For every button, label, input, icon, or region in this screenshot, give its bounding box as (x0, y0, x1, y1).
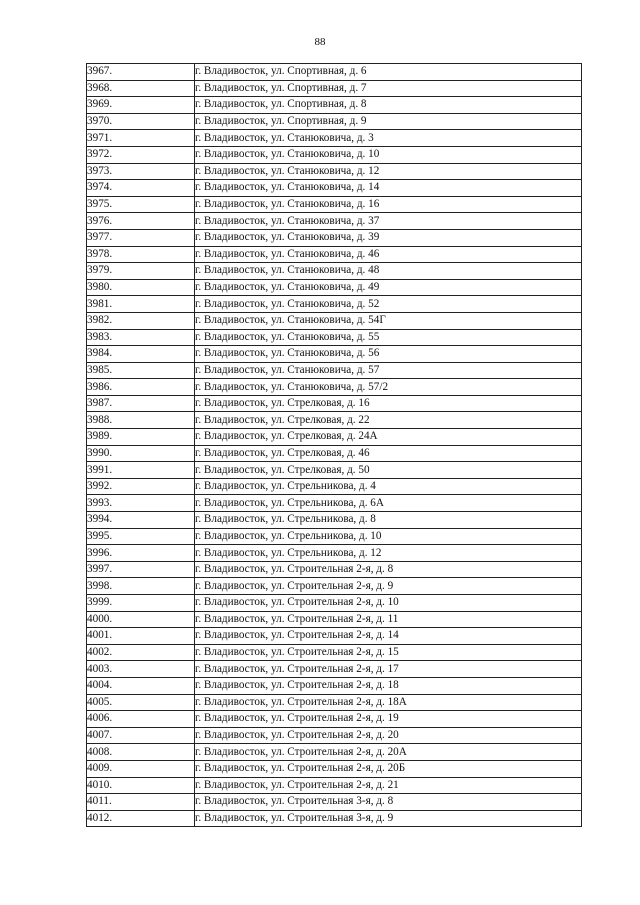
row-number: 3986. (87, 379, 195, 396)
row-address: г. Владивосток, ул. Станюковича, д. 46 (195, 246, 582, 263)
row-number: 4002. (87, 644, 195, 661)
table-row (87, 97, 582, 114)
row-number: 3981. (87, 296, 195, 313)
row-address: г. Владивосток, ул. Строительная 3-я, д. 9 (195, 810, 582, 827)
table-row (87, 312, 582, 329)
table-row (87, 711, 582, 728)
row-address: г. Владивосток, ул. Стрелковая, д. 24А (195, 429, 582, 446)
page-number: 88 (314, 36, 326, 48)
table-row (87, 146, 582, 163)
row-address: г. Владивосток, ул. Строительная 3-я, д. 8 (195, 794, 582, 811)
table-row (87, 180, 582, 197)
table-row (87, 229, 582, 246)
row-address: г. Владивосток, ул. Стрельникова, д. 10 (195, 528, 582, 545)
row-number: 3972. (87, 146, 195, 163)
row-address: г. Владивосток, ул. Станюковича, д. 55 (195, 329, 582, 346)
row-address: г. Владивосток, ул. Станюковича, д. 12 (195, 163, 582, 180)
row-number: 3988. (87, 412, 195, 429)
row-address: г. Владивосток, ул. Станюковича, д. 57/2 (195, 379, 582, 396)
row-number: 3990. (87, 445, 195, 462)
row-address: г. Владивосток, ул. Стрельникова, д. 4 (195, 478, 582, 495)
row-address: г. Владивосток, ул. Стрелковая, д. 46 (195, 445, 582, 462)
row-number: 3971. (87, 130, 195, 147)
row-address: г. Владивосток, ул. Станюковича, д. 57 (195, 362, 582, 379)
row-number: 3998. (87, 578, 195, 595)
row-number: 3968. (87, 80, 195, 97)
table-row (87, 677, 582, 694)
row-address: г. Владивосток, ул. Станюковича, д. 48 (195, 263, 582, 280)
row-number: 3995. (87, 528, 195, 545)
row-address: г. Владивосток, ул. Стрельникова, д. 8 (195, 512, 582, 529)
row-number: 3969. (87, 97, 195, 114)
table-row (87, 329, 582, 346)
row-number: 4003. (87, 661, 195, 678)
table-row (87, 113, 582, 130)
table-row (87, 80, 582, 97)
table-row (87, 528, 582, 545)
row-number: 3978. (87, 246, 195, 263)
row-address: г. Владивосток, ул. Строительная 2-я, д. 15 (195, 644, 582, 661)
row-number: 3979. (87, 263, 195, 280)
row-address: г. Владивосток, ул. Строительная 2-я, д. 14 (195, 628, 582, 645)
table-row (87, 561, 582, 578)
row-address: г. Владивосток, ул. Спортивная, д. 8 (195, 97, 582, 114)
table-row (87, 794, 582, 811)
row-address: г. Владивосток, ул. Строительная 2-я, д. 9 (195, 578, 582, 595)
row-address: г. Владивосток, ул. Стрелковая, д. 22 (195, 412, 582, 429)
row-number: 3994. (87, 512, 195, 529)
row-number: 4012. (87, 810, 195, 827)
table-row (87, 727, 582, 744)
table-row (87, 810, 582, 827)
row-number: 3987. (87, 395, 195, 412)
row-address: г. Владивосток, ул. Станюковича, д. 54Г (195, 312, 582, 329)
row-number: 4000. (87, 611, 195, 628)
row-address: г. Владивосток, ул. Строительная 2-я, д. 20 (195, 727, 582, 744)
row-address: г. Владивосток, ул. Строительная 2-я, д. 11 (195, 611, 582, 628)
row-number: 4006. (87, 711, 195, 728)
row-number: 3975. (87, 196, 195, 213)
row-address: г. Владивосток, ул. Станюковича, д. 10 (195, 146, 582, 163)
table-row (87, 64, 582, 81)
table-row (87, 495, 582, 512)
row-number: 3974. (87, 180, 195, 197)
table-row (87, 578, 582, 595)
row-number: 3967. (87, 64, 195, 81)
row-address: г. Владивосток, ул. Строительная 2-я, д. 18А (195, 694, 582, 711)
row-number: 3983. (87, 329, 195, 346)
table-row (87, 445, 582, 462)
row-address: г. Владивосток, ул. Станюковича, д. 16 (195, 196, 582, 213)
row-number: 3982. (87, 312, 195, 329)
row-number: 3997. (87, 561, 195, 578)
table-row (87, 545, 582, 562)
row-number: 4004. (87, 677, 195, 694)
row-address: г. Владивосток, ул. Стрельникова, д. 6А (195, 495, 582, 512)
row-address: г. Владивосток, ул. Спортивная, д. 9 (195, 113, 582, 130)
table-row (87, 777, 582, 794)
row-number: 3985. (87, 362, 195, 379)
row-address: г. Владивосток, ул. Станюковича, д. 14 (195, 180, 582, 197)
row-address: г. Владивосток, ул. Спортивная, д. 6 (195, 64, 582, 81)
table-row (87, 644, 582, 661)
row-number: 4011. (87, 794, 195, 811)
row-number: 4005. (87, 694, 195, 711)
table-row (87, 429, 582, 446)
row-address: г. Владивосток, ул. Станюковича, д. 3 (195, 130, 582, 147)
table-row (87, 296, 582, 313)
row-number: 3992. (87, 478, 195, 495)
table-row (87, 462, 582, 479)
row-address: г. Владивосток, ул. Строительная 2-я, д. 20Б (195, 760, 582, 777)
table-row (87, 512, 582, 529)
table-row (87, 595, 582, 612)
table-row (87, 196, 582, 213)
address-registry-body (87, 64, 582, 827)
row-number: 3999. (87, 595, 195, 612)
table-row (87, 744, 582, 761)
row-address: г. Владивосток, ул. Станюковича, д. 56 (195, 346, 582, 363)
table-row (87, 395, 582, 412)
row-address: г. Владивосток, ул. Спортивная, д. 7 (195, 80, 582, 97)
row-number: 3980. (87, 279, 195, 296)
table-row (87, 760, 582, 777)
table-row (87, 379, 582, 396)
table-row (87, 346, 582, 363)
table-row (87, 694, 582, 711)
table-row (87, 611, 582, 628)
row-number: 3976. (87, 213, 195, 230)
address-registry-table (86, 63, 582, 827)
row-address: г. Владивосток, ул. Строительная 2-я, д. 8 (195, 561, 582, 578)
table-row (87, 279, 582, 296)
table-row (87, 478, 582, 495)
row-address: г. Владивосток, ул. Стрелковая, д. 50 (195, 462, 582, 479)
table-row (87, 163, 582, 180)
table-row (87, 130, 582, 147)
row-address: г. Владивосток, ул. Строительная 2-я, д. 20А (195, 744, 582, 761)
table-row (87, 263, 582, 280)
row-number: 4001. (87, 628, 195, 645)
row-number: 3984. (87, 346, 195, 363)
row-number: 3970. (87, 113, 195, 130)
table-row (87, 661, 582, 678)
row-address: г. Владивосток, ул. Строительная 2-я, д. 10 (195, 595, 582, 612)
table-row (87, 213, 582, 230)
table-row (87, 628, 582, 645)
row-address: г. Владивосток, ул. Строительная 2-я, д. 18 (195, 677, 582, 694)
row-address: г. Владивосток, ул. Станюковича, д. 52 (195, 296, 582, 313)
row-address: г. Владивосток, ул. Строительная 2-я, д. 21 (195, 777, 582, 794)
row-number: 3996. (87, 545, 195, 562)
row-address: г. Владивосток, ул. Строительная 2-я, д. 19 (195, 711, 582, 728)
row-number: 3989. (87, 429, 195, 446)
table-row (87, 246, 582, 263)
row-address: г. Владивосток, ул. Станюковича, д. 39 (195, 229, 582, 246)
row-number: 3991. (87, 462, 195, 479)
row-number: 4007. (87, 727, 195, 744)
row-number: 4008. (87, 744, 195, 761)
row-address: г. Владивосток, ул. Станюковича, д. 37 (195, 213, 582, 230)
row-address: г. Владивосток, ул. Стрелковая, д. 16 (195, 395, 582, 412)
row-number: 4009. (87, 760, 195, 777)
row-number: 3977. (87, 229, 195, 246)
row-number: 4010. (87, 777, 195, 794)
row-address: г. Владивосток, ул. Станюковича, д. 49 (195, 279, 582, 296)
table-row (87, 362, 582, 379)
table-row (87, 412, 582, 429)
row-address: г. Владивосток, ул. Стрельникова, д. 12 (195, 545, 582, 562)
row-address: г. Владивосток, ул. Строительная 2-я, д. 17 (195, 661, 582, 678)
row-number: 3993. (87, 495, 195, 512)
row-number: 3973. (87, 163, 195, 180)
